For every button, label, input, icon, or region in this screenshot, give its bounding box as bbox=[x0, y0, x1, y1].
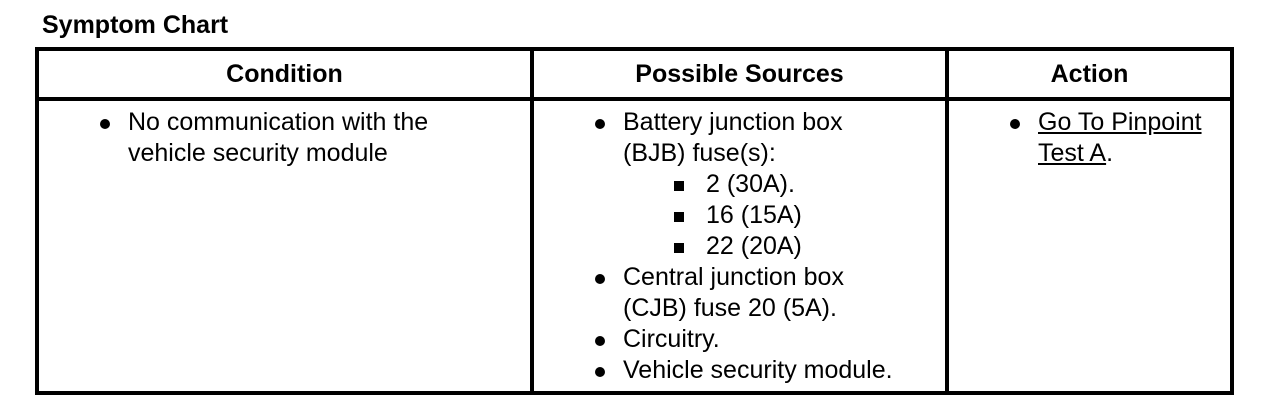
condition-cell bbox=[128, 107, 428, 169]
header-condition: Condition bbox=[226, 59, 343, 88]
square-bullet-icon bbox=[674, 181, 684, 191]
column-divider bbox=[945, 51, 949, 391]
condition-text: No communication with the bbox=[128, 108, 429, 136]
list-item-continuation bbox=[128, 138, 428, 169]
header-possible-sources: Possible Sources bbox=[635, 59, 844, 88]
square-bullet-icon bbox=[674, 243, 684, 253]
bullet-icon bbox=[100, 119, 110, 129]
bullet-icon bbox=[595, 336, 605, 346]
source-text: Battery junction box bbox=[623, 108, 843, 136]
source-text: (BJB) fuse(s): bbox=[623, 139, 776, 167]
source-text: (CJB) fuse 20 (5A). bbox=[623, 294, 837, 322]
fuse-text: 2 (30A). bbox=[706, 170, 795, 198]
list-item-continuation bbox=[1038, 138, 1202, 169]
sub-list-item bbox=[623, 200, 893, 231]
bullet-icon bbox=[595, 274, 605, 284]
bullet-icon bbox=[595, 367, 605, 377]
sub-list-item bbox=[623, 231, 893, 262]
list-item bbox=[1038, 107, 1202, 138]
header-divider bbox=[39, 97, 1230, 101]
list-item bbox=[623, 262, 893, 293]
chart-title: Symptom Chart bbox=[42, 11, 229, 39]
symptom-table bbox=[35, 47, 1234, 395]
source-text: Central junction box bbox=[623, 263, 844, 291]
fuse-text: 16 (15A) bbox=[706, 201, 802, 229]
source-text: Circuitry. bbox=[623, 325, 720, 353]
action-cell bbox=[1038, 107, 1202, 169]
link-suffix: . bbox=[1106, 139, 1114, 167]
list-item bbox=[623, 107, 893, 138]
condition-text: vehicle security module bbox=[128, 139, 388, 167]
square-bullet-icon bbox=[674, 212, 684, 222]
list-item bbox=[128, 107, 428, 138]
list-item-continuation bbox=[623, 293, 893, 324]
source-text: Vehicle security module. bbox=[623, 356, 893, 384]
fuse-text: 22 (20A) bbox=[706, 232, 802, 260]
bullet-icon bbox=[1010, 119, 1020, 129]
list-item bbox=[623, 355, 893, 386]
pinpoint-test-link[interactable]: Go To Pinpoint bbox=[1038, 108, 1202, 136]
sources-cell bbox=[623, 107, 893, 386]
column-divider bbox=[530, 51, 534, 391]
list-item bbox=[623, 324, 893, 355]
bullet-icon bbox=[595, 119, 605, 129]
list-item-continuation bbox=[623, 138, 893, 169]
sub-list-item bbox=[623, 169, 893, 200]
pinpoint-test-link[interactable]: Test A bbox=[1038, 139, 1107, 167]
header-action: Action bbox=[1050, 59, 1129, 88]
